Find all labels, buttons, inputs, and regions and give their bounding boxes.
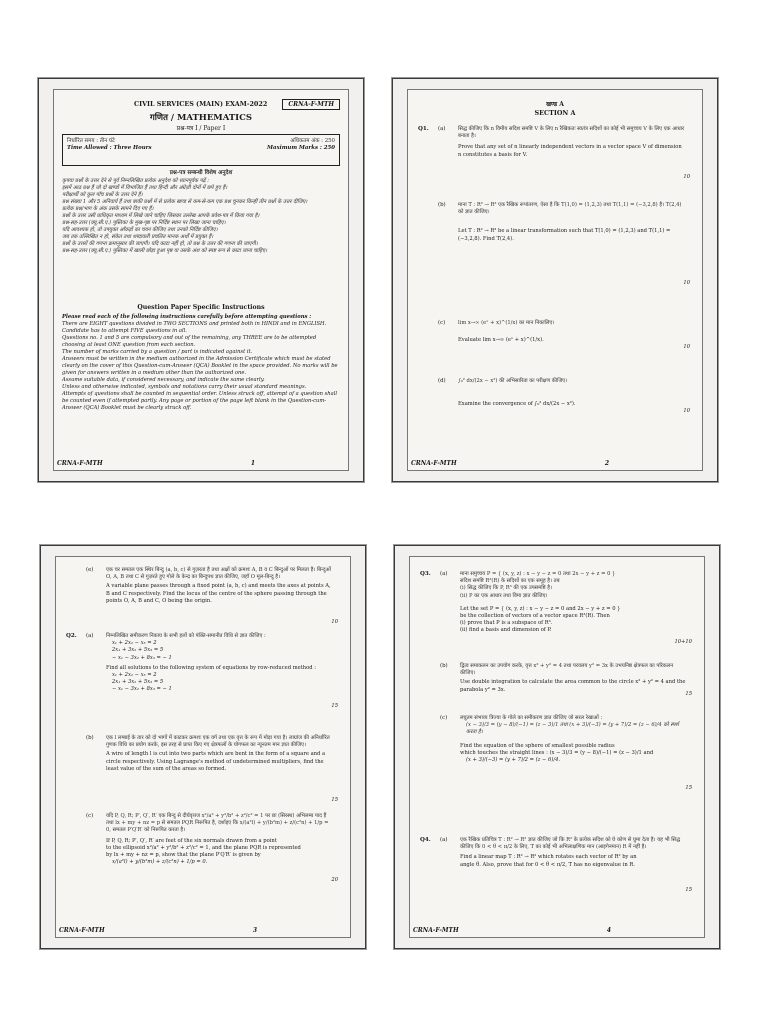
question-number: Q3.	[420, 571, 431, 577]
equation: x₁ + 2x₂ − x₃ = 2	[112, 672, 157, 679]
question-text-english: If P, Q, R; P′, Q′, R′ are feet of the six normals drawn from a point	[106, 837, 277, 844]
page-number: 2	[604, 460, 609, 467]
equation: − x₁ − 3x₂ + 8x₃ = − 1	[112, 654, 172, 661]
question-paper-page-3	[40, 545, 366, 949]
hindi-line: कृपया प्रश्नों के उत्तर देने से पूर्व निम्नलिखित प्रत्येक अनुदेश को ध्यानपूर्वक पढ़ें :	[62, 178, 209, 184]
question-text-english: (i) prove that P is a subspace of R³.	[460, 620, 553, 627]
marks: 15	[331, 703, 338, 709]
marks-english: Maximum Marks : 250	[267, 145, 335, 151]
question-text-hindi: lim x→∞ (eˣ + x)^(1/x) का मान निकालिए।	[458, 320, 555, 326]
english-line: Candidate has to attempt FIVE questions in all.	[62, 328, 187, 334]
question-text-hindi: (ii) P का एक आधार तथा विमा ज्ञात कीजिए।	[460, 592, 548, 599]
page-3-border: (e) एक चर समतल एक स्थिर बिन्दु (a, b, c) से गुज़रता है तथा अक्षों को क्रमशः A, B व C बिन्दुओं पर मिलता है। बिन्दुओं O, A, B तथा C से गुज़रते हुए गोले के केन्द्र का बिन्दुपथ ज्ञात कीजिए, जहाँ O मूल-बिन्दु है। A variable plane passes through a fixed point (a, b, c) and meets the axes at points A, B and C respectively. Find the locus of the centre of the sphere passing through the points O, A, B and C, O being the origin. 10 Q2. (a) निम्नलिखित समीकरण निकाय के सभी हलों को पंक्ति-समानीत विधि से ज्ञात कीजिए : x₁ + 2x₂ − x₃ = 2 2x₁ + 3x₂ + 5x₃ = 5 − x₁ − 3x₂ + 8x₃ = − 1 Find all solutions to the following system of equations by row-reduced method : x₁ + 2x₂ − x₃ = 2 2x₁ + 3x₂ + 5x₃ = 5 − x₁ − 3x₂ + 8x₃ = − 1 15 (b) एक l लम्बाई के तार को दो भागों में काटकर क्रमशः एक वर्ग तथा एक वृत्त के रूप में मोड़ा गया है। लाग्रांज की अनिर्धारित गुणक विधि का प्रयोग करके, इस तरह से प्राप्त किए गए क्षेत्रफलों के योगफल का न्यूनतम मान ज्ञात कीजिए। A wire of length l is cut into two parts which are bent in the form of a square and a circle respectively. Using Lagrange's method of undetermined multipliers, find the least value of the sum of the areas so formed. 15 (c) यदि P, Q, R; P′, Q′, R′ एक बिन्दु से दीर्घवृत्तज x²/a² + y²/b² + z²/c² = 1 पर छः (सिरस्थ) अभिलम्ब पाद हैं तथा lx + my + nz = p से समतल PQR निरूपित है, दर्शाइए कि x/(a²l) + y/(b²m) + z/(c²n) + 1/p = 0, समतल P′Q′R′ को निरूपित करता है। If P, Q, R; P′, Q′, R′ are feet of the six normals drawn from a point to the ellipsoid x²/a² + y²/b² + z²/c² = 1, and the plane PQR is represented by lx + my + nz = p, show that the plane P′Q′R′ is given by x/(a²l) + y/(b²m) + z/(c²n) + 1/p = 0. 20	[55, 556, 351, 938]
question-number: Q1.	[418, 126, 429, 132]
question-text-english: Examine the convergence of ∫₀² dx/(2x − x²).	[458, 401, 576, 408]
question-text-english: Find all solutions to the following system of equations by row-reduced method :	[106, 664, 316, 671]
question-number: Q2.	[66, 633, 77, 639]
exam-title: CIVIL SERVICES (MAIN) EXAM-2022	[134, 100, 268, 108]
question-text-english: by lx + my + nz = p, show that the plane P′Q′R′ is given by	[106, 852, 261, 859]
english-line: Questions no. 1 and 5 are compulsory and out of the remaining, any THREE are to be attempted choosing at least ONE question from each section.	[62, 335, 317, 348]
question-text-hindi: लघुतम संभाव्य त्रिज्या के गोले का समीकरण ज्ञात कीजिए जो सरल रेखाओं :	[460, 715, 603, 721]
marks: 15	[331, 797, 338, 803]
question-text-hindi: एक चर समतल एक स्थिर बिन्दु (a, b, c) से गुज़रता है तथा अक्षों को क्रमशः A, B व C बिन्दुओं पर मिलता है। बिन्दुओं O, A, B तथा C से गुज़रते हुए गोले के केन्द्र का बिन्दुपथ ज्ञात कीजिए, जहाँ O मूल-बिन्दु है।	[106, 567, 331, 581]
marks: 10	[683, 344, 690, 350]
english-instructions	[62, 314, 340, 412]
question-text-english: which touches the straight lines : (x − 3)/3 = (y − 8)/(−1) = (z − 3)/1 and	[460, 749, 654, 756]
equation: x/(a²l) + y/(b²m) + z/(c²n) + 1/p = 0.	[112, 859, 208, 866]
marks-hindi: अधिकतम अंक : 250	[290, 138, 335, 144]
question-text-english: A variable plane passes through a fixed point (a, b, c) and meets the axes at points A, B and C respectively. Find the locus of the centre of the sphere passing through the points O, A, B and C, O being the origin.	[106, 583, 331, 604]
hindi-instructions	[62, 178, 340, 255]
question-text-hindi: निम्नलिखित समीकरण निकाय के सभी हलों को पंक्ति-समानीत विधि से ज्ञात कीजिए :	[106, 633, 266, 639]
english-line: The number of marks carried by a question / part is indicated against it.	[62, 349, 253, 355]
marks: 10	[683, 174, 690, 180]
question-text-english: Evaluate lim x→∞ (eˣ + x)^(1/x).	[458, 337, 544, 344]
question-text-english: be the collection of vectors of a vector space R³(R). Then	[460, 613, 610, 620]
english-line: Answers must be written in the medium authorized in the Admission Certificate which must be stated clearly on the cover of this Question-cum-Answer (QCA) Booklet in the space provided. No marks will be given for answers written in a medium other than the authorized one.	[62, 356, 338, 376]
section-heading-english: SECTION A	[534, 109, 576, 117]
question-paper-page-2	[392, 78, 718, 482]
footer-code: CRNA-F-MTH	[57, 460, 103, 467]
marks: 10+10	[674, 639, 692, 645]
english-line: Please read each of the following instructions carefully before attempting questions :	[62, 314, 312, 320]
question-text-hindi: माना T : R² → R³ एक रैखिक रूपांतरण, ऐसा है कि T(1,0) = (1,2,3) तथा T(1,1) = (−3,2,8) है। T(2,4) को ज्ञात कीजिए।	[458, 202, 682, 216]
equation: 2x₁ + 3x₂ + 5x₃ = 5	[112, 647, 164, 654]
page-2-footer	[411, 460, 699, 467]
question-text-english: Find the equation of the sphere of smallest possible radius	[460, 742, 615, 749]
hindi-line: प्रश्नों के उत्तरों की गणना क्रमानुसार की जाएगी। यदि काटा नहीं हो, तो प्रश्न के उत्तर की गणना की जाएगी।	[62, 241, 258, 247]
part-label: (b)	[438, 202, 446, 208]
subject-title: गणित / MATHEMATICS	[149, 113, 253, 123]
question-text-english: Find a linear map T : R² → R² which rotates each vector of R² by an	[460, 854, 637, 861]
section-heading-hindi: खण्ड A	[546, 101, 564, 108]
hindi-line: प्रत्येक प्रश्न/भाग के अंक उसके सामने दिए गए हैं।	[62, 206, 154, 212]
question-number: Q4.	[420, 837, 431, 843]
hindi-line: परीक्षार्थी को कुल पाँच प्रश्नों के उत्तर देने हैं।	[62, 192, 143, 198]
equation: − x₁ − 3x₂ + 8x₃ = − 1	[112, 686, 172, 693]
footer-code: CRNA-F-MTH	[413, 927, 459, 934]
english-line: There are EIGHT questions divided in TWO SECTIONS and printed both in HINDI and in ENGLISH.	[62, 321, 327, 327]
hindi-line: प्रश्न संख्या 1 और 5 अनिवार्य हैं तथा बाकी प्रश्नों में से प्रत्येक खण्ड से कम-से-कम एक प्रश्न चुनकर किन्हीं तीन प्रश्नों के उत्तर दीजिए।	[62, 199, 308, 205]
hindi-line: जब तक उल्लिखित न हो, संकेत तथा शब्दावली प्रचलित मानक अर्थों में प्रयुक्त हैं।	[62, 234, 214, 240]
page-number: 3	[252, 927, 257, 934]
marks: 15	[685, 887, 692, 893]
page-4-border: Q3. (a) माना समुच्चय P = { (x, y, z) : x − y − z = 0 तथा 2x − y + z = 0 } सदिश समष्टि R³(R) के सदिशों का एक समूह है। तब (i) सिद्ध कीजिए कि P, R³ की एक उपसमष्टि है। (ii) P का एक आधार तथा विमा ज्ञात कीजिए। Let the set P = { (x, y, z) : x − y − z = 0 and 2x − y + z = 0 } be the collection of vectors of a vector space R³(R). Then (i) prove that P is a subspace of R³. (ii) find a basis and dimension of P. 10+10 (b) द्वित्व समाकलन का उपयोग करके, वृत्त x² + y² = 4 तथा परवलय y² = 3x के उभयनिष्ठ क्षेत्रफल का परिकलन कीजिए। Use double integration to calculate the area common to the circle x² + y² = 4 and the parabola y² = 3x. 15 (c) लघुतम संभाव्य त्रिज्या के गोले का समीकरण ज्ञात कीजिए जो सरल रेखाओं : (x − 3)/3 = (y − 8)/(−1) = (z − 3)/1 तथा (x + 3)/(−3) = (y + 7)/2 = (z − 6)/4 को स्पर्श करता है। Find the equation of the sphere of smallest possible radius which touches the straight lines : (x − 3)/3 = (y − 8)/(−1) = (z − 3)/1 and (x + 3)/(−3) = (y + 7)/2 = (z − 6)/4. 15 Q4. (a) एक रैखिक प्रतिचित्र T : R² → R² ज्ञात कीजिए जो कि R² के प्रत्येक सदिश को θ कोण से घुमा देता है। यह भी सिद्ध कीजिए कि 0 < θ < π/2 के लिए, T का कोई भी अभिलाक्षणिक मान (आइगेनमान) R में नहीं है। Find a linear map T : R² → R² which rotates each vector of R² by an angle θ. Also, prove that for 0 < θ < π/2, T has no eigenvalue in R. 15	[409, 556, 705, 938]
page-number: 4	[606, 927, 611, 934]
question-paper-page-1	[38, 78, 364, 482]
time-marks-box	[62, 134, 340, 166]
time-hindi: निर्धारित समय : तीन घंटे	[67, 138, 115, 144]
question-text-english: Let the set P = { (x, y, z) : x − y − z = 0 and 2x − y + z = 0 }	[460, 605, 621, 612]
equation: (x − 3)/3 = (y − 8)/(−1) = (z − 3)/1 तथा (x + 3)/(−3) = (y + 7)/2 = (z − 6)/4 को स्पर्श करता है।	[466, 722, 679, 736]
page-4-footer	[413, 927, 701, 934]
page-number: 1	[250, 460, 255, 467]
question-text-english: to the ellipsoid x²/a² + y²/b² + z²/c² = 1, and the plane PQR is represented	[106, 844, 301, 851]
paper-code: CRNA-F-MTH	[282, 99, 340, 110]
page-3-footer	[59, 927, 347, 934]
english-line: Unless and otherwise indicated, symbols and notations carry their usual standard meanings.	[62, 384, 307, 390]
question-text-hindi: एक l लम्बाई के तार को दो भागों में काटकर क्रमशः एक वर्ग तथा एक वृत्त के रूप में मोड़ा गया है। लाग्रांज की अनिर्धारित गुणक विधि का प्रयोग करके, इस तरह से प्राप्त किए गए क्षेत्रफलों के योगफल का न्यूनतम मान ज्ञात कीजिए।	[106, 735, 330, 749]
hindi-line: प्रश्न-सह-उत्तर (क्यू.सी.ए.) पुस्तिका के मुख-पृष्ठ पर निर्दिष्ट स्थान पर लिखा जाना चाहिए।	[62, 220, 226, 226]
hindi-line: यदि आवश्यक हो, तो उपयुक्त आँकड़ों का चयन कीजिए तथा उनको निर्दिष्ट कीजिए।	[62, 227, 218, 233]
part-label: (d)	[438, 378, 446, 384]
question-text-hindi: (i) सिद्ध कीजिए कि P, R³ की एक उपसमष्टि है।	[460, 585, 553, 592]
marks: 15	[685, 785, 692, 791]
marks: 20	[331, 877, 338, 883]
question-text-english: Prove that any set of n linearly independent vectors in a vector space V of dimension n constitutes a basis for V.	[458, 144, 682, 158]
question-text-hindi: एक रैखिक प्रतिचित्र T : R² → R² ज्ञात कीजिए जो कि R² के प्रत्येक सदिश को θ कोण से घुमा देता है। यह भी सिद्ध कीजिए कि 0 < θ < π/2 के लिए, T का कोई भी अभिलाक्षणिक मान (आइगेनमान) R में नहीं है।	[460, 837, 681, 851]
equation: x₁ + 2x₂ − x₃ = 2	[112, 640, 157, 647]
part-label: (c)	[438, 320, 446, 326]
part-label: (a)	[438, 126, 446, 132]
question-text-hindi: माना समुच्चय P = { (x, y, z) : x − y − z = 0 तथा 2x − y + z = 0 }	[460, 571, 616, 577]
equation: (x + 3)/(−3) = (y + 7)/2 = (z − 6)/4.	[466, 757, 561, 764]
page-2-border	[407, 89, 703, 471]
hindi-line: प्रश्न-सह-उत्तर (क्यू.सी.ए.) पुस्तिका में खाली छोड़ा हुआ पृष्ठ या उसके अंश को स्पष्ट रूप से काटा जाना चाहिए।	[62, 248, 268, 254]
page-1-footer	[57, 460, 345, 467]
question-paper-page-4	[394, 545, 720, 949]
marks: 10	[683, 408, 690, 414]
english-line: Assume suitable data, if considered necessary, and indicate the same clearly.	[62, 377, 265, 383]
time-english: Time Allowed : Three Hours	[67, 145, 152, 151]
marks: 10	[331, 619, 338, 625]
question-text-hindi: यदि P, Q, R; P′, Q′, R′ एक बिन्दु से दीर्घवृत्तज x²/a² + y²/b² + z²/c² = 1 पर छः (सिरस्थ) अभिलम्ब पाद हैं तथा lx + my + nz = p से समतल PQR निरूपित है, दर्शाइए कि x/(a²l) + y/(b²m) + z/(c²n) + 1/p = 0, समतल P′Q′R′ को निरूपित करता है।	[106, 813, 329, 834]
footer-code: CRNA-F-MTH	[411, 460, 457, 467]
question-text-hindi: ∫₀² dx/(2x − x²) की अभिसारिता का परीक्षण कीजिए।	[458, 378, 568, 384]
marks: 15	[685, 691, 692, 697]
page-1-border	[53, 89, 349, 471]
hindi-line: प्रश्नों के उत्तर उसी प्राधिकृत माध्यम में लिखे जाने चाहिए जिसका उल्लेख आपके प्रवेश-पत्र में किया गया है।	[62, 213, 260, 219]
question-text-english: A wire of length l is cut into two parts which are bent in the form of a square and a circle respectively. Using Lagrange's method of undetermined multipliers, find the least value of the sum of the areas so formed.	[106, 751, 326, 772]
question-text-english: Let T : R² → R³ be a linear transformation such that T(1,0) = (1,2,3) and T(1,1) = (−3,2,8). Find T(2,4).	[458, 228, 671, 242]
english-instructions-heading: Question Paper Specific Instructions	[137, 304, 265, 311]
marks: 10	[683, 280, 690, 286]
question-text-hindi: सदिश समष्टि R³(R) के सदिशों का एक समूह है। तब	[460, 578, 560, 585]
footer-code: CRNA-F-MTH	[59, 927, 105, 934]
question-text-hindi: सिद्ध कीजिए कि n विमीय सदिश समष्टि V के लिए n रैखिकतः स्वतंत्र सदिशों का कोई भी समुच्चय V के लिए एक आधार बनाता है।	[458, 126, 685, 140]
question-text-english: Use double integration to calculate the area common to the circle x² + y² = 4 and the parabola y² = 3x.	[460, 679, 686, 693]
paper-title: प्रश्न-पत्र I / Paper I	[176, 125, 226, 132]
english-line: Attempts of questions shall be counted in sequential order. Unless struck off, attempt of a question shall be counted even if attempted partly. Any page or portion of the page left blank in the Question-cum-Answer (QCA) Booklet must be clearly struck off.	[62, 391, 338, 411]
equation: 2x₁ + 3x₂ + 5x₃ = 5	[112, 679, 164, 686]
question-text-english: (ii) find a basis and dimension of P.	[460, 627, 552, 634]
hindi-line: इसमें आठ प्रश्न हैं जो दो खण्डों में विभाजित हैं तथा हिन्दी और अंग्रेज़ी दोनों में छपे हुए हैं।	[62, 185, 228, 191]
question-text-hindi: द्वित्व समाकलन का उपयोग करके, वृत्त x² + y² = 4 तथा परवलय y² = 3x के उभयनिष्ठ क्षेत्रफल का परिकलन कीजिए।	[460, 663, 674, 677]
question-text-english: angle θ. Also, prove that for 0 < θ < π/2, T has no eigenvalue in R.	[460, 861, 635, 868]
hindi-instructions-heading: प्रश्न-पत्र सम्बन्धी विशेष अनुदेश	[169, 170, 233, 176]
